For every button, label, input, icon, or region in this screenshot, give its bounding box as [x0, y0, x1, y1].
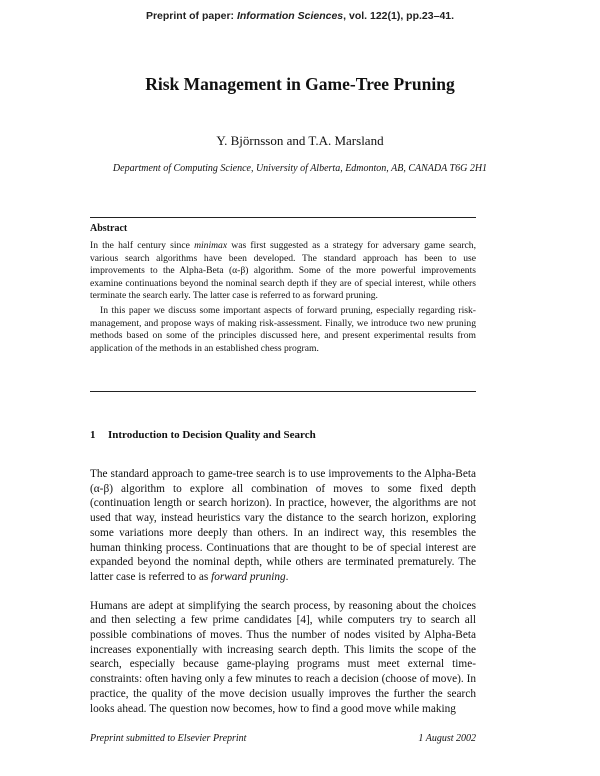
paper-title: Risk Management in Game-Tree Pruning: [145, 74, 455, 94]
abstract-heading: Abstract: [90, 223, 128, 234]
abstract-p1-text-a: In the half century since: [90, 240, 195, 251]
body-p1-emphasis: forward pruning: [211, 570, 286, 583]
journal-details: , vol. 122(1), pp.23–41.: [343, 10, 455, 22]
body-paragraph-2: Humans are adept at simplifying the search process, by reasoning about the choices and then selecting a few prime candidates [4], while computers try to search all possible combinations of moves. Thus the number of nodes visited by Alpha-Beta increases exponentially with increasing search depth. This limits the scope of the search, especially because game-playing programs must meet external time-constraints: often having only a few minutes to reach a decision (choose of move). In practice, the quality of the move decision usually improves the further the search looks ahead. The question now becomes, how to find a good move while making: [90, 599, 476, 715]
section-title: Introduction to Decision Quality and Search: [108, 429, 316, 441]
body-paragraph-1: [90, 467, 476, 585]
abstract-body: [90, 240, 476, 355]
body-p1-text-a: The standard approach to game-tree search is to use improvements to the Alpha-Beta (α-β) algorithm to explore all combination of moves to some fixed depth (continuation length or search horizon). In practice, however, the algorithms are not used that way, instead heuristics vary the distance to the search horizon, exploring some variations more deeply than others. In an indirect way, this resembles the human thinking process. Continuations that are thought to be of special interest are expanded beyond the nominal depth, while others are terminated prematurely. The latter case is referred to as: [90, 468, 476, 583]
footer-preprint-note: Preprint submitted to Elsevier Preprint: [90, 733, 247, 744]
affiliation: Department of Computing Science, University of Alberta, Edmonton, AB, CANADA T6G 2H1: [112, 163, 488, 174]
abstract-paragraph-2: In this paper we discuss some important aspects of forward pruning, especially regarding risk-management, and propose ways of making risk-assessment. Finally, we introduce two new pruning methods based on some of the principles discussed here, and present experimental results from application of the methods in an established chess program.: [90, 304, 476, 354]
section-number: 1: [90, 429, 96, 441]
abstract-p1-emphasis: minimax: [194, 240, 228, 251]
abstract-paragraph-1: [90, 240, 476, 303]
journal-name: Information Sciences: [236, 10, 344, 22]
preprint-header: [0, 10, 600, 22]
page-footer: [90, 733, 476, 744]
abstract-bottom-rule: [90, 391, 476, 392]
body-p1-text-b: .: [285, 570, 289, 583]
section-heading: [90, 429, 316, 441]
body-text: [90, 467, 476, 716]
abstract-top-rule: [90, 217, 476, 218]
authors: Y. Björnsson and T.A. Marsland: [216, 133, 384, 148]
preprint-prefix: Preprint of paper:: [145, 10, 237, 22]
abstract-p1-text-b: was first suggested as a strategy for adversary game search, various search algorithms have been developed. The standard approach has been to use improvements to the Alpha-Beta (α-β) algorithm. Some of the more powerful improvements examine continuations beyond the nominal search depth if they are of special interest, while others terminate the search early. The latter case is referred to as forward pruning.: [90, 240, 476, 302]
footer-date: 1 August 2002: [418, 733, 476, 744]
